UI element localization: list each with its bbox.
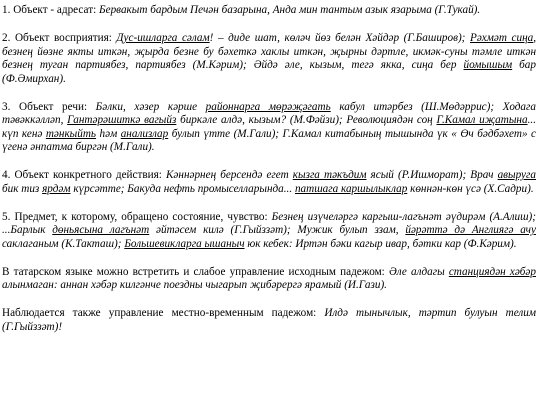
paragraph-addressee — [2, 4, 536, 18]
example-text: ясый (Р.Ишморат); Врач — [366, 169, 498, 181]
section-label: 1. Объект - адресат: — [2, 4, 99, 16]
underlined-example-phrase: тәнкыйть — [45, 127, 97, 140]
example-text: Әле алдагы — [388, 265, 449, 278]
section-label: 3. Объект речи: — [2, 100, 96, 113]
section-label: Наблюдается также управление местно-временным падежом: — [2, 307, 325, 319]
underlined-example-phrase: дөньясына лагънәт — [52, 224, 150, 236]
example-text: Безнең изүчеләргә каргыш-лагънәт әүдирәм (А.Алиш); ...Барлык — [2, 210, 537, 236]
example-text: Илдә тынычлык, тәртип булуын телим (Г.Гыйззәт)! — [2, 307, 536, 333]
paragraph-weak-government — [2, 266, 536, 293]
underlined-example-phrase: патшага каршылыклар — [294, 182, 408, 195]
example-text: әйтәсем килә (Г.Гыйззәт); Мужик булып ззам, — [149, 224, 406, 236]
underlined-example-phrase: авыруга — [497, 169, 536, 181]
underlined-example-phrase: йомышым — [463, 59, 513, 71]
section-label: 5. Предмет, к которому, обращено состояние, чувство: — [2, 210, 272, 223]
example-text: Бервакыт бардым Печән базарына, Анда мин тантым азык язарыма (Г.Тукай). — [99, 4, 481, 16]
example-text: саклаганым (К.Такташ); — [2, 237, 125, 250]
underlined-example-phrase: анализлар — [120, 127, 169, 140]
underlined-example-phrase: Г.Камал иҗатына — [436, 114, 528, 126]
paragraph-spatial-government — [2, 307, 536, 334]
underlined-example-phrase: Большевикларга ышаныч — [124, 237, 245, 250]
paragraph-state-feeling — [2, 211, 536, 252]
example-text: бар (Ф.Әмирхан). — [2, 59, 536, 85]
underlined-example-phrase: районнарга мөрәҗәгать — [205, 100, 331, 113]
underlined-example-phrase: кызга тәкъдим — [292, 169, 367, 181]
example-text: алынмаган: аннан хәбәр килгәнче поездны чыгарып җибәрергә ярамый (И.Гази). — [2, 279, 387, 291]
example-text: Бәлки, хәзер кәрше — [95, 100, 206, 113]
example-text: ... күп кенә — [2, 114, 536, 140]
example-text: күрсәтте; Бакуда нефть промыселларында... — [70, 182, 295, 195]
example-text: юк кебек: Иртән бәки кагыр ивар, бәтки кар (Ф.Кәрим). — [244, 237, 517, 250]
example-text: , безнең йөзне якты иткән, җырда безне бу бәхеткә хаклы иткән, җырны дәртле, икмәк-суны тәмле иткән безнең туган партиябез, партиябез (М.Кәрим); Әйдә әле, кызым, тегә якка, сиңа бер — [2, 32, 537, 71]
example-text: бик тиз — [2, 182, 43, 195]
underlined-example-phrase: Гантәрәшиткә вагыйз — [67, 114, 177, 126]
paragraph-speech — [2, 101, 536, 155]
underlined-example-phrase: Рәхмәт сиңа — [469, 32, 534, 44]
underlined-example-phrase: Дус-ишларга сәлам — [116, 32, 210, 44]
underlined-example-phrase: йәрәттә дә Англиягә ачу — [405, 224, 536, 236]
example-text: булып үтте (М.Гали); Г.Камал китабының тышында үк « Өч бәдбәхет» с үгенә әнпатма биргән (М.Гали). — [2, 127, 536, 153]
example-text: биркәле алдә, кызым? (М.Фәйзи); Революциядән соң — [176, 114, 437, 126]
paragraph-perception — [2, 32, 536, 86]
example-text: Кәннәрнең берсендә егет — [166, 169, 293, 181]
example-text: ! – диде шат, көләч йөз белән Хәйдәр (Г.Баширов); — [209, 32, 470, 44]
example-text: көннән-көн үсә (Х.Садри). — [407, 182, 534, 195]
example-text: һәм — [96, 127, 121, 140]
section-label: 4. Объект конкретного действия: — [2, 169, 166, 181]
paragraph-concrete-action — [2, 169, 536, 196]
section-label: 2. Объект восприятия: — [2, 32, 117, 44]
underlined-example-phrase: ярдәм — [42, 182, 71, 195]
example-text: кабул итәрбез (Ш.Мөдәррис); Ходага тәвәккәлләп, — [2, 100, 536, 126]
underlined-example-phrase: станциядән хәбәр — [448, 265, 536, 278]
section-label: В татарском языке можно встретить и слабое управление исходным падежом: — [2, 265, 389, 278]
